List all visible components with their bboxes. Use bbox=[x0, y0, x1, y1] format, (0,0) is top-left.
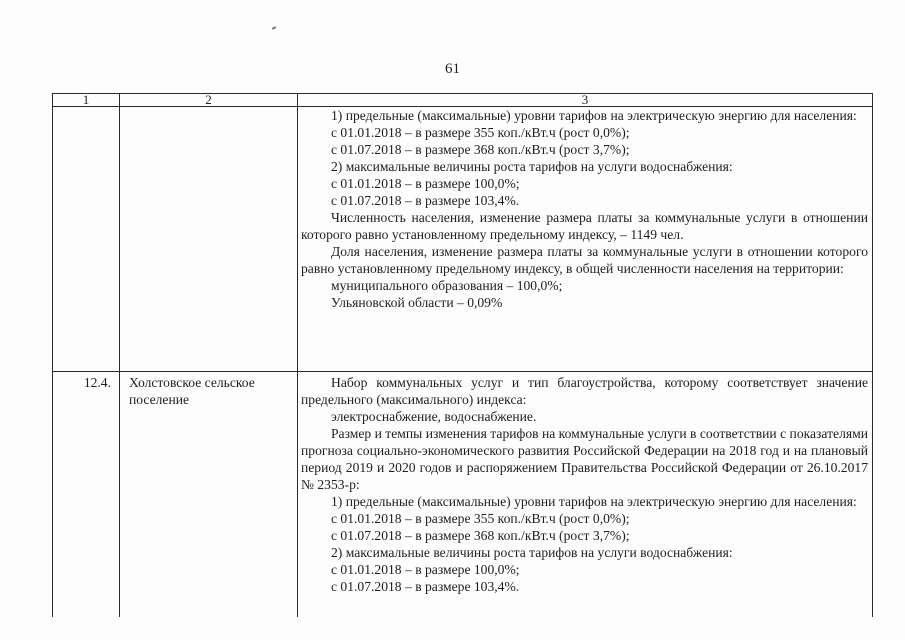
paragraph: с 01.07.2018 – в размере 368 коп./кВт.ч (рост 3,7%); bbox=[331, 142, 630, 157]
paragraph: с 01.01.2018 – в размере 355 коп./кВт.ч (рост 0,0%); bbox=[331, 511, 630, 526]
paragraph: 2) максимальные величины роста тарифов на услуги водоснабжения: bbox=[331, 545, 733, 560]
paragraph: Набор коммунальных услуг и тип благоустройства, которому соответствует значение предельного (максимального) индекса: bbox=[301, 375, 868, 407]
settlement-name: Холстовское сельское поселение bbox=[120, 372, 298, 618]
paragraph: Размер и темпы изменения тарифов на коммунальные услуги в соответствии с показателями прогноза социально-экономического развития Российской Федерации на 2018 год и на плановый период 2019 и 2020 годов и распоряжением Правительства Российской Федерации от 26.10.2017 № 2353-р: bbox=[301, 426, 868, 492]
table-row bbox=[53, 372, 873, 618]
paragraph-list bbox=[301, 107, 868, 311]
paragraph: с 01.07.2018 – в размере 368 коп./кВт.ч (рост 3,7%); bbox=[331, 528, 630, 543]
paragraph: 1) предельные (максимальные) уровни тарифов на электрическую энергию для населения: bbox=[331, 108, 857, 123]
paragraph: 2) максимальные величины роста тарифов на услуги водоснабжения: bbox=[331, 159, 733, 174]
paragraph: с 01.01.2018 – в размере 355 коп./кВт.ч (рост 0,0%); bbox=[331, 125, 630, 140]
paragraph: с 01.07.2018 – в размере 103,4%. bbox=[331, 193, 520, 208]
column-header-2: 2 bbox=[120, 94, 298, 107]
paragraph: Доля населения, изменение размера платы за коммунальные услуги в отношении которого равно установленному предельному индексу, в общей численности населения на территории: bbox=[301, 244, 868, 276]
paragraph: электроснабжение, водоснабжение. bbox=[331, 409, 537, 424]
tariff-table bbox=[52, 93, 873, 617]
paragraph: Ульяновской области – 0,09% bbox=[331, 295, 503, 310]
paragraph: с 01.07.2018 – в размере 103,4%. bbox=[331, 579, 520, 594]
row-content bbox=[298, 372, 873, 618]
paragraph: муниципального образования – 100,0%; bbox=[331, 278, 563, 293]
column-header-3: 3 bbox=[298, 94, 873, 107]
paragraph: с 01.01.2018 – в размере 100,0%; bbox=[331, 562, 520, 577]
page-number: 61 bbox=[445, 61, 460, 77]
row-number bbox=[53, 107, 120, 372]
paragraph: с 01.01.2018 – в размере 100,0%; bbox=[331, 176, 520, 191]
column-header-1: 1 bbox=[53, 94, 120, 107]
paragraph: 1) предельные (максимальные) уровни тарифов на электрическую энергию для населения: bbox=[331, 494, 857, 509]
scan-speck bbox=[272, 26, 276, 30]
row-content bbox=[298, 107, 873, 372]
row-number: 12.4. bbox=[53, 372, 120, 618]
table-row bbox=[53, 107, 873, 372]
settlement-name bbox=[120, 107, 298, 372]
table-header-row bbox=[53, 94, 873, 107]
paragraph: Численность населения, изменение размера платы за коммунальные услуги в отношении которого равно установленному предельному индексу, – 1149 чел. bbox=[301, 210, 868, 242]
paragraph-list bbox=[301, 374, 868, 595]
